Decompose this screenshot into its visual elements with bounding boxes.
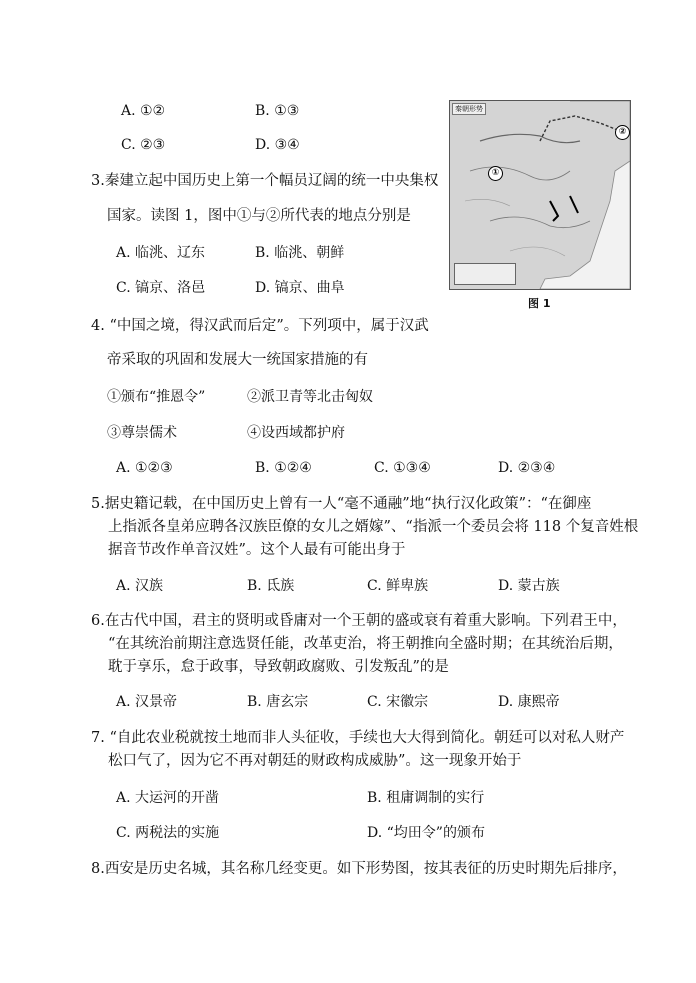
q8-stem-line-1: 8.西安是历史名城，其名称几经变更。如下形势图，按其表征的历史时期先后排序， [91, 861, 627, 877]
q3-option-d: D. 镐京、曲阜 [255, 280, 345, 296]
q6-option-c: C. 宋徽宗 [367, 694, 429, 710]
map-marker-1: ① [488, 166, 503, 181]
q4-option-a: A. ①②③ [116, 460, 173, 476]
q5-option-a: A. 汉族 [116, 578, 164, 594]
q3-option-c: C. 镐京、洛邑 [116, 280, 206, 296]
q6-stem-line-2: “在其统治前期注意选贤任能，改革吏治，将王朝推向全盛时期；在其统治后期， [108, 636, 623, 652]
map-marker-2: ② [615, 125, 630, 140]
q7-option-b: B. 租庸调制的实行 [367, 790, 485, 806]
q2-option-b: B. ①③ [255, 103, 300, 119]
q2-option-a: A. ①② [121, 103, 166, 119]
q7-stem-line-1: 7. “自此农业税就按土地而非人头征收，手续也大大得到简化。朝廷可以对私人财产 [91, 730, 625, 746]
map-title: 秦朝形势 [452, 103, 486, 115]
q6-stem-line-3: 耽于享乐，怠于政事，导致朝政腐败、引发叛乱”的是 [108, 659, 449, 675]
q6-option-d: D. 康熙帝 [498, 694, 560, 710]
q4-stem-line-2: 帝采取的巩固和发展大一统国家措施的有 [107, 352, 368, 368]
q4-option-c: C. ①③④ [374, 460, 431, 476]
q7-option-d: D. “均田令”的颁布 [367, 825, 485, 841]
q4-item-2: ②派卫青等北击匈奴 [247, 389, 373, 405]
map-drawing [450, 101, 630, 289]
q5-option-b: B. 氐族 [247, 578, 295, 594]
q7-stem-line-2: 松口气了，因为它不再对朝廷的财政构成威胁”。这一现象开始于 [108, 753, 522, 769]
q5-option-c: C. 鲜卑族 [367, 578, 429, 594]
q3-option-b: B. 临洮、朝鲜 [255, 245, 345, 261]
q4-option-b: B. ①②④ [255, 460, 312, 476]
q3-stem-line-1: 3.秦建立起中国历史上第一个幅员辽阔的统一中央集权 [91, 173, 439, 189]
q4-item-4: ④设西域都护府 [247, 425, 345, 441]
figure-caption: 图 1 [528, 297, 551, 310]
q6-option-b: B. 唐玄宗 [247, 694, 309, 710]
q3-stem-line-2: 国家。读图 1，图中①与②所代表的地点分别是 [107, 208, 411, 224]
q5-stem-line-1: 5.据史籍记载，在中国历史上曾有一人“毫不通融”地“执行汉化政策”：“在御座 [91, 496, 592, 512]
q2-option-c: C. ②③ [121, 137, 166, 153]
q5-stem-line-3: 据音节改作单音汉姓”。这个人最有可能出身于 [108, 542, 406, 558]
q5-option-d: D. 蒙古族 [498, 578, 560, 594]
q5-stem-line-2: 上指派各皇弟应聘各汉族臣僚的女儿之婿嫁”、“指派一个委员会将 118 个复音姓根 [108, 519, 639, 535]
q4-stem-line-1: 4. “中国之境，得汉武而后定”。下列项中，属于汉武 [91, 318, 429, 334]
q3-option-a: A. 临洮、辽东 [116, 245, 206, 261]
q4-item-1: ①颁布“推恩令” [107, 389, 206, 405]
q2-option-d: D. ③④ [255, 137, 300, 153]
q4-option-d: D. ②③④ [498, 460, 556, 476]
q7-option-c: C. 两税法的实施 [116, 825, 220, 841]
q4-item-3: ③尊崇儒术 [107, 425, 177, 441]
qin-map-figure [449, 100, 631, 290]
map-legend [454, 263, 516, 285]
q7-option-a: A. 大运河的开凿 [116, 790, 220, 806]
q6-stem-line-1: 6.在古代中国，君主的贤明或昏庸对一个王朝的盛或衰有着重大影响。下列君王中， [91, 613, 627, 629]
q6-option-a: A. 汉景帝 [116, 694, 178, 710]
